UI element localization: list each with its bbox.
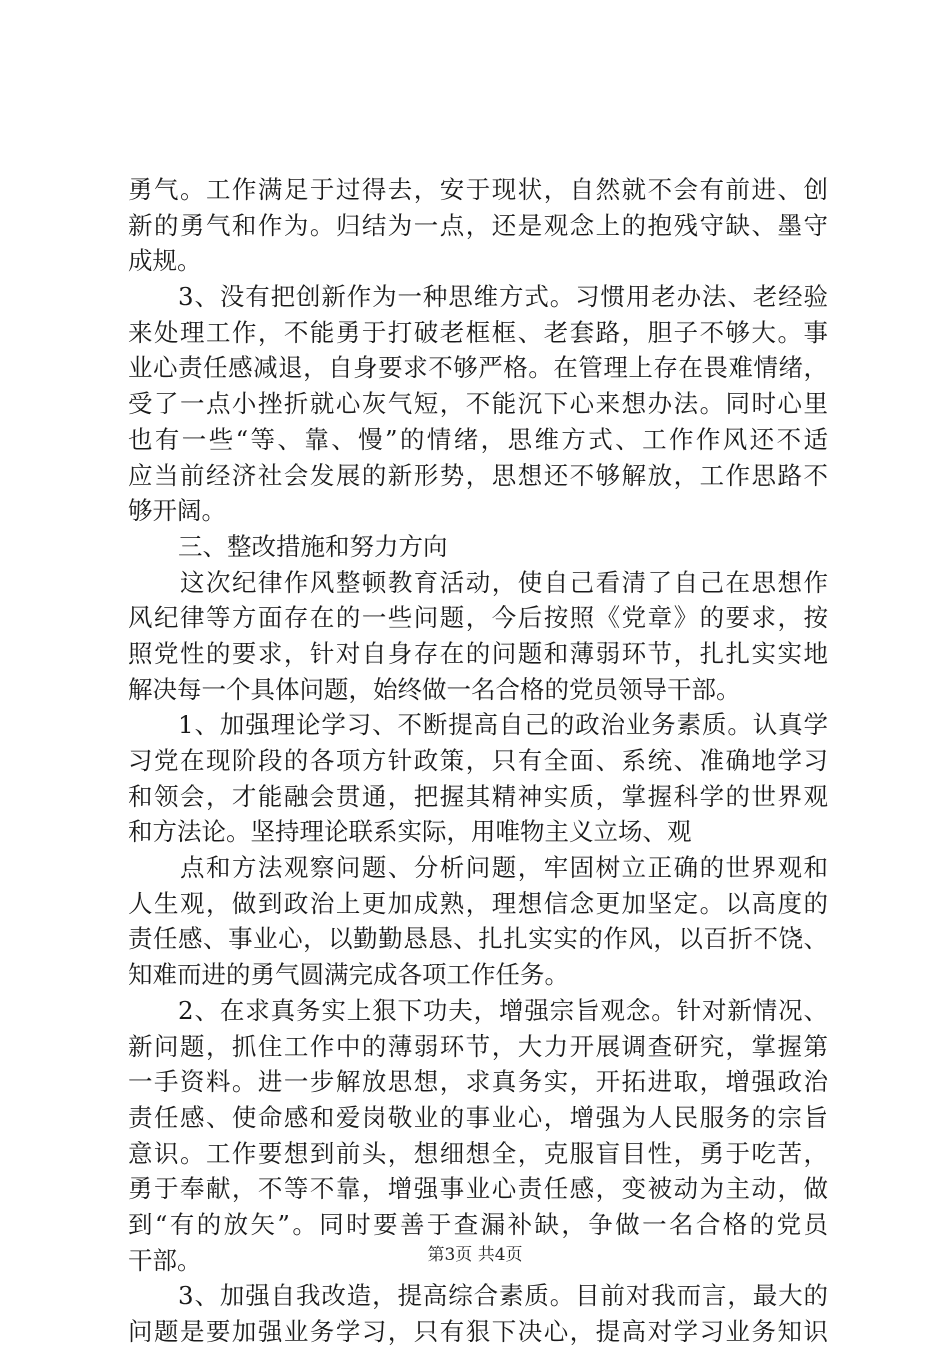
text-line: 到“有的放矢”。同时要善于查漏补缺，争做一名合格的党员 xyxy=(128,1209,828,1239)
text-line: 够开阔。 xyxy=(128,496,226,526)
body-text xyxy=(128,172,828,1350)
text-line: 干部。 xyxy=(128,1245,202,1275)
text-line: 2、在求真务实上狠下功夫，增强宗旨观念。针对新情况、 xyxy=(178,995,828,1025)
text-line: 受了一点小挫折就心灰气短，不能沉下心来想办法。同时心里 xyxy=(128,389,828,419)
text-line: 勇于奉献，不等不靠，增强事业心责任感，变被动为主动，做 xyxy=(128,1174,828,1204)
text-line: 这次纪律作风整顿教育活动，使自己看清了自己在思想作 xyxy=(180,567,828,597)
text-line: 人生观，做到政治上更加成熟，理想信念更加坚定。以高度的 xyxy=(128,888,828,918)
text-line: 成规。 xyxy=(128,246,202,276)
text-line: 问题是要加强业务学习，只有狠下决心，提高对学习业务知识 xyxy=(128,1317,828,1346)
text-line: 业心责任感减退，自身要求不够严格。在管理上存在畏难情绪， xyxy=(128,353,828,383)
text-line: 三、整改措施和努力方向 xyxy=(178,531,448,561)
text-line: 来处理工作，不能勇于打破老框框、老套路，胆子不够大。事 xyxy=(128,317,828,347)
text-line: 照党性的要求，针对自身存在的问题和薄弱环节，扎扎实实地 xyxy=(128,638,828,668)
text-line: 风纪律等方面存在的一些问题，今后按照《党章》的要求，按 xyxy=(128,603,828,633)
page-footer: 第3页 共4页 xyxy=(427,1245,523,1265)
text-line: 新的勇气和作为。归结为一点，还是观念上的抱残守缺、墨守 xyxy=(128,210,828,240)
text-line: 1、加强理论学习、不断提高自己的政治业务素质。认真学 xyxy=(178,710,828,740)
text-line: 和方法论。坚持理论联系实际，用唯物主义立场、观 xyxy=(128,817,692,847)
text-line: 和领会，才能融会贯通，把握其精神实质，掌握科学的世界观 xyxy=(128,781,828,811)
text-line: 一手资料。进一步解放思想，求真务实，开拓进取，增强政治 xyxy=(128,1067,828,1097)
text-line: 解决每一个具体问题，始终做一名合格的党员领导干部。 xyxy=(128,674,741,704)
text-line: 知难而进的勇气圆满完成各项工作任务。 xyxy=(128,960,569,990)
text-line: 责任感、事业心，以勤勤恳恳、扎扎实实的作风，以百折不饶、 xyxy=(128,924,828,954)
text-line: 3、加强自我改造，提高综合素质。目前对我而言，最大的 xyxy=(178,1281,828,1311)
text-line: 也有一些“等、靠、慢”的情绪，思维方式、工作作风还不适 xyxy=(128,424,828,454)
text-line: 责任感、使命感和爱岗敬业的事业心，增强为人民服务的宗旨 xyxy=(128,1102,828,1132)
text-line: 意识。工作要想到前头，想细想全，克服盲目性，勇于吃苦， xyxy=(128,1138,828,1168)
text-line: 新问题，抓住工作中的薄弱环节，大力开展调查研究，掌握第 xyxy=(128,1031,828,1061)
text-line: 习党在现阶段的各项方针政策，只有全面、系统、准确地学习 xyxy=(128,746,828,775)
text-line: 点和方法观察问题、分析问题，牢固树立正确的世界观和 xyxy=(180,853,828,883)
text-line: 应当前经济社会发展的新形势，思想还不够解放，工作思路不 xyxy=(128,460,828,490)
text-line: 勇气。工作满足于过得去，安于现状，自然就不会有前进、创 xyxy=(128,175,828,204)
text-line: 3、没有把创新作为一种思维方式。习惯用老办法、老经验 xyxy=(178,282,828,312)
